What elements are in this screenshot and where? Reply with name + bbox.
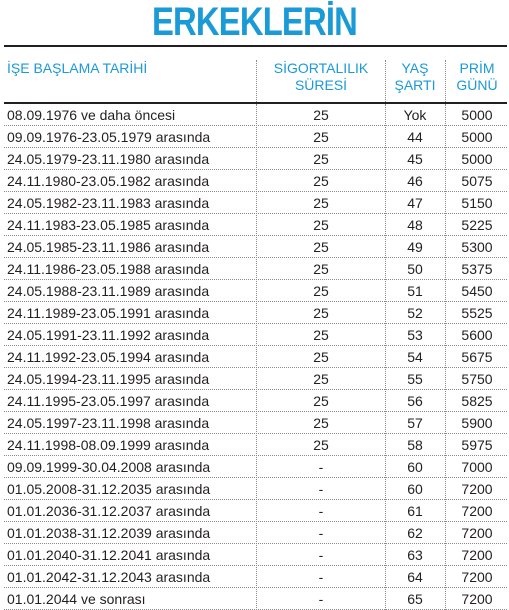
table-row [4, 302, 507, 324]
cell-prim-gunu: 5750 [461, 371, 493, 387]
cell-prim-gunu: 7200 [461, 525, 493, 541]
cell-sigortalilik-suresi: - [318, 481, 324, 497]
cell-yas-sarti: 58 [407, 437, 423, 453]
cell-ise-baslama-tarihi: 24.05.1979-23.11.1980 arasında [7, 151, 210, 167]
cell-prim-gunu: 5900 [461, 415, 493, 431]
cell-sigortalilik-suresi: - [318, 525, 324, 541]
cell-sigortalilik-suresi: 25 [313, 217, 329, 233]
cell-sigortalilik-suresi: - [318, 547, 324, 563]
cell-yas-sarti: 45 [407, 151, 423, 167]
cell-ise-baslama-tarihi: 24.11.1995-23.05.1997 arasında [7, 393, 210, 409]
cell-yas-sarti: 52 [407, 305, 423, 321]
cell-ise-baslama-tarihi: 08.09.1976 ve daha öncesi [7, 107, 176, 123]
cell-sigortalilik-suresi: 25 [313, 261, 329, 277]
cell-yas-sarti: 49 [407, 239, 423, 255]
cell-prim-gunu: 7000 [461, 459, 493, 475]
table-row [4, 126, 507, 148]
cell-sigortalilik-suresi: 25 [313, 437, 329, 453]
cell-prim-gunu: 5000 [461, 129, 493, 145]
retirement-table [4, 45, 507, 610]
cell-yas-sarti: 63 [407, 547, 423, 563]
cell-prim-gunu: 5150 [461, 195, 493, 211]
cell-ise-baslama-tarihi: 09.09.1999-30.04.2008 arasında [7, 459, 211, 475]
header-prim-line2: GÜNÜ [456, 77, 498, 93]
cell-sigortalilik-suresi: - [318, 459, 324, 475]
cell-ise-baslama-tarihi: 09.09.1976-23.05.1979 arasında [7, 129, 211, 145]
header-prim-line1: PRİM [459, 60, 495, 76]
cell-sigortalilik-suresi: 25 [313, 305, 329, 321]
cell-sigortalilik-suresi: 25 [313, 107, 329, 123]
cell-ise-baslama-tarihi: 24.11.1983-23.05.1985 arasında [7, 217, 210, 233]
cell-ise-baslama-tarihi: 24.05.1997-23.11.1998 arasında [7, 415, 210, 431]
cell-ise-baslama-tarihi: 01.01.2038-31.12.2039 arasında [7, 525, 211, 541]
table-row [4, 588, 507, 610]
cell-prim-gunu: 7200 [461, 569, 493, 585]
cell-ise-baslama-tarihi: 24.11.1980-23.05.1982 arasında [7, 173, 210, 189]
cell-sigortalilik-suresi: 25 [313, 173, 329, 189]
cell-ise-baslama-tarihi: 24.05.1985-23.11.1986 arasında [7, 239, 210, 255]
cell-sigortalilik-suresi: 25 [313, 129, 329, 145]
header-yas-sarti [387, 60, 443, 94]
header-sigortalilik-suresi [258, 60, 384, 94]
cell-sigortalilik-suresi: 25 [313, 283, 329, 299]
cell-yas-sarti: 57 [407, 415, 423, 431]
cell-prim-gunu: 5525 [461, 305, 493, 321]
cell-ise-baslama-tarihi: 24.11.1989-23.05.1991 arasında [7, 305, 210, 321]
cell-yas-sarti: 44 [407, 129, 423, 145]
cell-yas-sarti: 64 [407, 569, 423, 585]
cell-ise-baslama-tarihi: 01.01.2036-31.12.2037 arasında [7, 503, 211, 519]
cell-yas-sarti: 46 [407, 173, 423, 189]
table-row [4, 412, 507, 434]
cell-prim-gunu: 5975 [461, 437, 493, 453]
cell-prim-gunu: 7200 [461, 547, 493, 563]
cell-ise-baslama-tarihi: 24.05.1988-23.11.1989 arasında [7, 283, 210, 299]
header-ise-baslama-tarihi: İŞE BAŞLAMA TARİHİ [7, 60, 148, 76]
header-sigortalilik-line1: SİGORTALILIK [273, 60, 369, 76]
cell-ise-baslama-tarihi: 24.11.1992-23.05.1994 arasında [7, 349, 210, 365]
cell-sigortalilik-suresi: 25 [313, 415, 329, 431]
cell-ise-baslama-tarihi: 24.11.1998-08.09.1999 arasında [7, 437, 210, 453]
cell-yas-sarti: 61 [407, 503, 423, 519]
table-row [4, 280, 507, 302]
cell-ise-baslama-tarihi: 24.05.1994-23.11.1995 arasında [7, 371, 210, 387]
table-row [4, 544, 507, 566]
cell-prim-gunu: 5225 [461, 217, 493, 233]
cell-yas-sarti: 56 [407, 393, 423, 409]
cell-yas-sarti: 60 [407, 481, 423, 497]
cell-yas-sarti: 50 [407, 261, 423, 277]
cell-ise-baslama-tarihi: 01.01.2044 ve sonrası [7, 591, 146, 607]
table-row [4, 258, 507, 280]
table-row [4, 346, 507, 368]
cell-sigortalilik-suresi: 25 [313, 349, 329, 365]
cell-ise-baslama-tarihi: 01.01.2042-31.12.2043 arasında [7, 569, 211, 585]
header-yas-line2: ŞARTI [394, 77, 436, 93]
cell-prim-gunu: 5375 [461, 261, 493, 277]
table-body [4, 104, 507, 610]
table-row [4, 390, 507, 412]
column-divider [256, 60, 257, 102]
table-row [4, 368, 507, 390]
cell-yas-sarti: 55 [407, 371, 423, 387]
cell-sigortalilik-suresi: - [318, 503, 324, 519]
header-sigortalilik-line2: SÜRESİ [294, 77, 348, 93]
cell-yas-sarti: 54 [407, 349, 423, 365]
cell-prim-gunu: 5450 [461, 283, 493, 299]
cell-sigortalilik-suresi: 25 [313, 371, 329, 387]
cell-yas-sarti: 65 [407, 591, 423, 607]
cell-prim-gunu: 5000 [461, 151, 493, 167]
cell-yas-sarti: 51 [407, 283, 423, 299]
table-header [4, 47, 507, 104]
cell-sigortalilik-suresi: 25 [313, 393, 329, 409]
cell-prim-gunu: 5300 [461, 239, 493, 255]
table-row [4, 456, 507, 478]
column-divider [385, 60, 386, 102]
cell-ise-baslama-tarihi: 01.01.2040-31.12.2041 arasında [7, 547, 211, 563]
cell-ise-baslama-tarihi: 01.05.2008-31.12.2035 arasında [7, 481, 211, 497]
cell-sigortalilik-suresi: 25 [313, 195, 329, 211]
cell-sigortalilik-suresi: 25 [313, 151, 329, 167]
cell-ise-baslama-tarihi: 24.05.1982-23.11.1983 arasında [7, 195, 210, 211]
cell-sigortalilik-suresi: 25 [313, 239, 329, 255]
cell-yas-sarti: 60 [407, 459, 423, 475]
table-row [4, 522, 507, 544]
table-row [4, 148, 507, 170]
header-yas-line1: YAŞ [401, 60, 429, 76]
cell-prim-gunu: 5600 [461, 327, 493, 343]
table-row [4, 324, 507, 346]
cell-prim-gunu: 7200 [461, 481, 493, 497]
cell-yas-sarti: 47 [407, 195, 423, 211]
cell-yas-sarti: 53 [407, 327, 423, 343]
cell-ise-baslama-tarihi: 24.11.1986-23.05.1988 arasında [7, 261, 210, 277]
table-row [4, 566, 507, 588]
cell-ise-baslama-tarihi: 24.05.1991-23.11.1992 arasında [7, 327, 210, 343]
table-row [4, 434, 507, 456]
cell-sigortalilik-suresi: 25 [313, 327, 329, 343]
table-row [4, 192, 507, 214]
column-divider [445, 60, 446, 102]
cell-prim-gunu: 5075 [461, 173, 493, 189]
table-row [4, 214, 507, 236]
page-title: ERKEKLERİN [151, 0, 358, 44]
cell-yas-sarti: 62 [407, 525, 423, 541]
cell-prim-gunu: 5675 [461, 349, 493, 365]
cell-yas-sarti: 48 [407, 217, 423, 233]
cell-prim-gunu: 5825 [461, 393, 493, 409]
table-row [4, 478, 507, 500]
table-row [4, 500, 507, 522]
header-prim-gunu [447, 60, 507, 94]
cell-sigortalilik-suresi: - [318, 569, 324, 585]
cell-sigortalilik-suresi: - [318, 591, 324, 607]
table-row [4, 170, 507, 192]
cell-prim-gunu: 7200 [461, 503, 493, 519]
table-row [4, 236, 507, 258]
cell-prim-gunu: 7200 [461, 591, 493, 607]
table-row [4, 104, 507, 126]
cell-prim-gunu: 5000 [461, 107, 493, 123]
cell-yas-sarti: Yok [403, 107, 427, 123]
